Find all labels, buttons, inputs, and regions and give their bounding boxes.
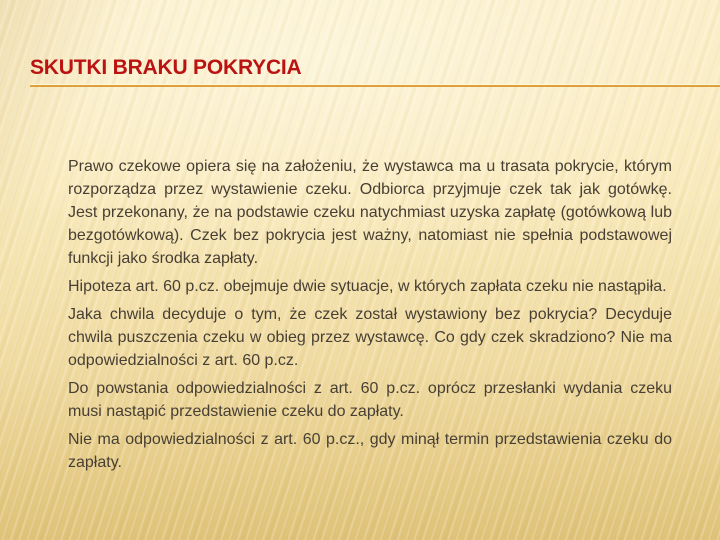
- body-paragraph: Jaka chwila decyduje o tym, że czek został wystawiony bez pokrycia? Decyduje chwila puszczenia czeku w obieg przez wystawcę. Co gdy czek skradziono? Nie ma odpowiedzialności z art. 60 p.cz.: [68, 306, 672, 369]
- body-paragraph: Nie ma odpowiedzialności z art. 60 p.cz., gdy minął termin przedstawienia czeku do zapłaty.: [68, 431, 672, 471]
- slide-body: [68, 155, 672, 479]
- body-paragraph: Hipoteza art. 60 p.cz. obejmuje dwie sytuacje, w których zapłata czeku nie nastąpiła.: [68, 278, 667, 295]
- body-paragraph: Do powstania odpowiedzialności z art. 60 p.cz. oprócz przesłanki wydania czeku musi nastąpić przedstawienie czeku do zapłaty.: [68, 380, 672, 420]
- title-underline: [30, 85, 720, 87]
- body-paragraph: Prawo czekowe opiera się na założeniu, że wystawca ma u trasata pokrycie, którym rozporządza przez wystawienie czeku. Odbiorca przyjmuje czek tak jak gotówkę. Jest przekonany, że na podstawie czeku natychmiast uzyska zapłatę (gotówkową lub bezgotówkową). Czek bez pokrycia jest ważny, natomiast nie spełnia podstawowej funkcji jako środka zapłaty.: [68, 158, 672, 267]
- page-title: SKUTKI BRAKU POKRYCIA: [30, 56, 302, 79]
